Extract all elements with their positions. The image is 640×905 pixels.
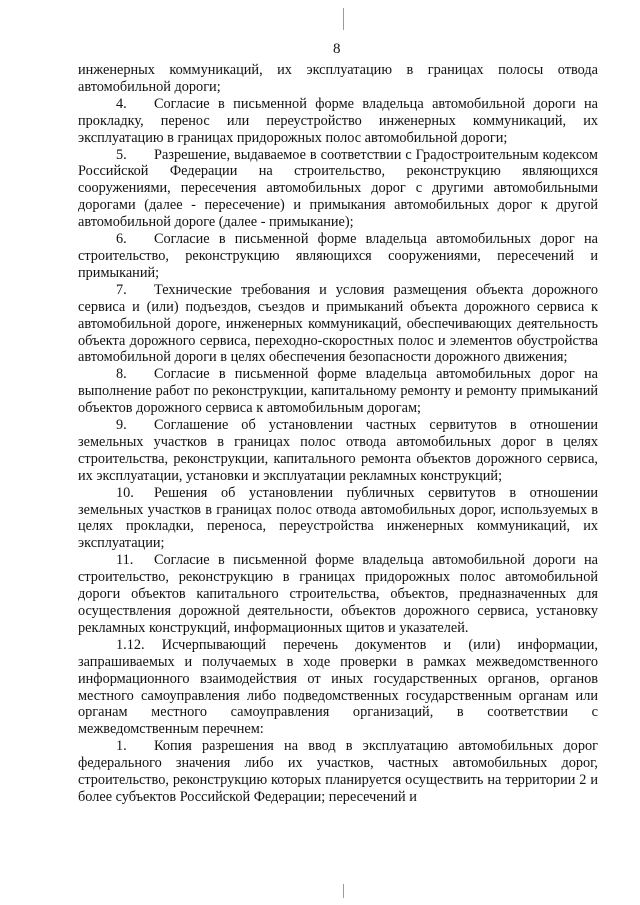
list-item-1 — [78, 738, 598, 806]
section-1-12 — [78, 637, 598, 738]
list-item-10 — [78, 485, 598, 553]
paragraph-text: инженерных коммуникаций, их эксплуатацию в границах полосы отвода автомобильной дороги; — [78, 62, 598, 95]
item-number: 7. — [116, 281, 127, 298]
item-text: Согласие в письменной форме владельца автомобильных дорог на выполнение работ по реконструкции, капитальному ремонту и ремонту примыканий объектов дорожного сервиса к автомобильным дорогам; — [78, 366, 598, 417]
section-text: 1.12. Исчерпывающий перечень документов и (или) информации, запрашиваемых и получаемых в ходе проверки в рамках межведомственного информационного взаимодействия от иных государственных органов, органов местного самоуправления либо подведомственных государственным органам или органам местного самоуправления организаций, в соответствии с межведомственным перечнем: — [78, 636, 598, 738]
item-text: Согласие в письменной форме владельца автомобильной дороги на строительство, реконструкцию в границах придорожных полос автомобильной дороги объектов капитального строительства, объектов, предназначенных для осуществления дорожной деятельности, объектов дорожного сервиса, установку рекламных конструкций, информационных щитов и указателей. — [78, 552, 598, 636]
item-number: 9. — [116, 417, 127, 434]
list-item-7 — [78, 282, 598, 367]
item-text: Решения об установлении публичных сервитутов в отношении земельных участков в границах полос отвода автомобильных дорог, используемых в целях прокладки, переноса, переустройства инженерных коммуникаций, их эксплуатации; — [78, 484, 598, 552]
item-text: Согласие в письменной форме владельца автомобильных дорог на строительство, реконструкцию являющихся сооружениями, пересечений и примыканий; — [78, 231, 598, 281]
list-item-11 — [78, 552, 598, 637]
item-number: 1. — [116, 738, 127, 755]
item-text: Разрешение, выдаваемое в соответствии с Градостроительным кодексом Российской Федерации на строительство, реконструкцию являющихся сооружениями, пересечения автомобильных дорог с другими автомобильными дорогами (далее - пересечение) и примыкания автомобильных дорог к другой автомобильной дороге (далее - примыкание); — [78, 146, 598, 231]
item-number: 6. — [116, 231, 127, 248]
list-item-9 — [78, 417, 598, 485]
list-item-8 — [78, 366, 598, 417]
document-body — [78, 62, 598, 806]
list-item-5 — [78, 147, 598, 232]
item-text: Согласие в письменной форме владельца автомобильной дороги на прокладку, перенос или переустройство инженерных коммуникаций, их эксплуатацию в границах придорожных полос автомобильной дороги; — [78, 95, 598, 146]
item-number: 10. — [116, 484, 134, 501]
item-number: 8. — [116, 366, 127, 383]
list-item-4 — [78, 96, 598, 147]
item-text: Соглашение об установлении частных сервитутов в отношении земельных участков в границах полос отвода автомобильных дорог в целях строительства, реконструкции, капитального ремонта объектов дорожного сервиса, их эксплуатации, установки и эксплуатации рекламных конструкций; — [78, 417, 598, 484]
item-number: 5. — [116, 146, 127, 163]
paragraph-continuation — [78, 62, 598, 96]
scan-artifact-top — [343, 8, 344, 30]
list-item-6 — [78, 231, 598, 282]
item-number: 11. — [116, 552, 134, 569]
scan-artifact-bottom — [343, 884, 344, 898]
item-text: Копия разрешения на ввод в эксплуатацию автомобильных дорог федерального значения либо их участков, частных автомобильных дорог, строительство, реконструкцию которых планируется осуществить на территории 2 и более субъектов Российской Федерации; пересечений и — [78, 738, 598, 805]
page-number: 8 — [333, 41, 341, 57]
item-text: Технические требования и условия размещения объекта дорожного сервиса и (или) подъездов, съездов и примыканий объекта дорожного сервиса к автомобильной дороге, инженерных коммуникаций, обеспечивающих деятельность объекта дорожного сервиса, переходно-скоростных полос и элементов обустройства автомобильной дороги в целях обеспечения безопасности дорожного движения; — [78, 281, 598, 366]
item-number: 4. — [116, 95, 127, 112]
